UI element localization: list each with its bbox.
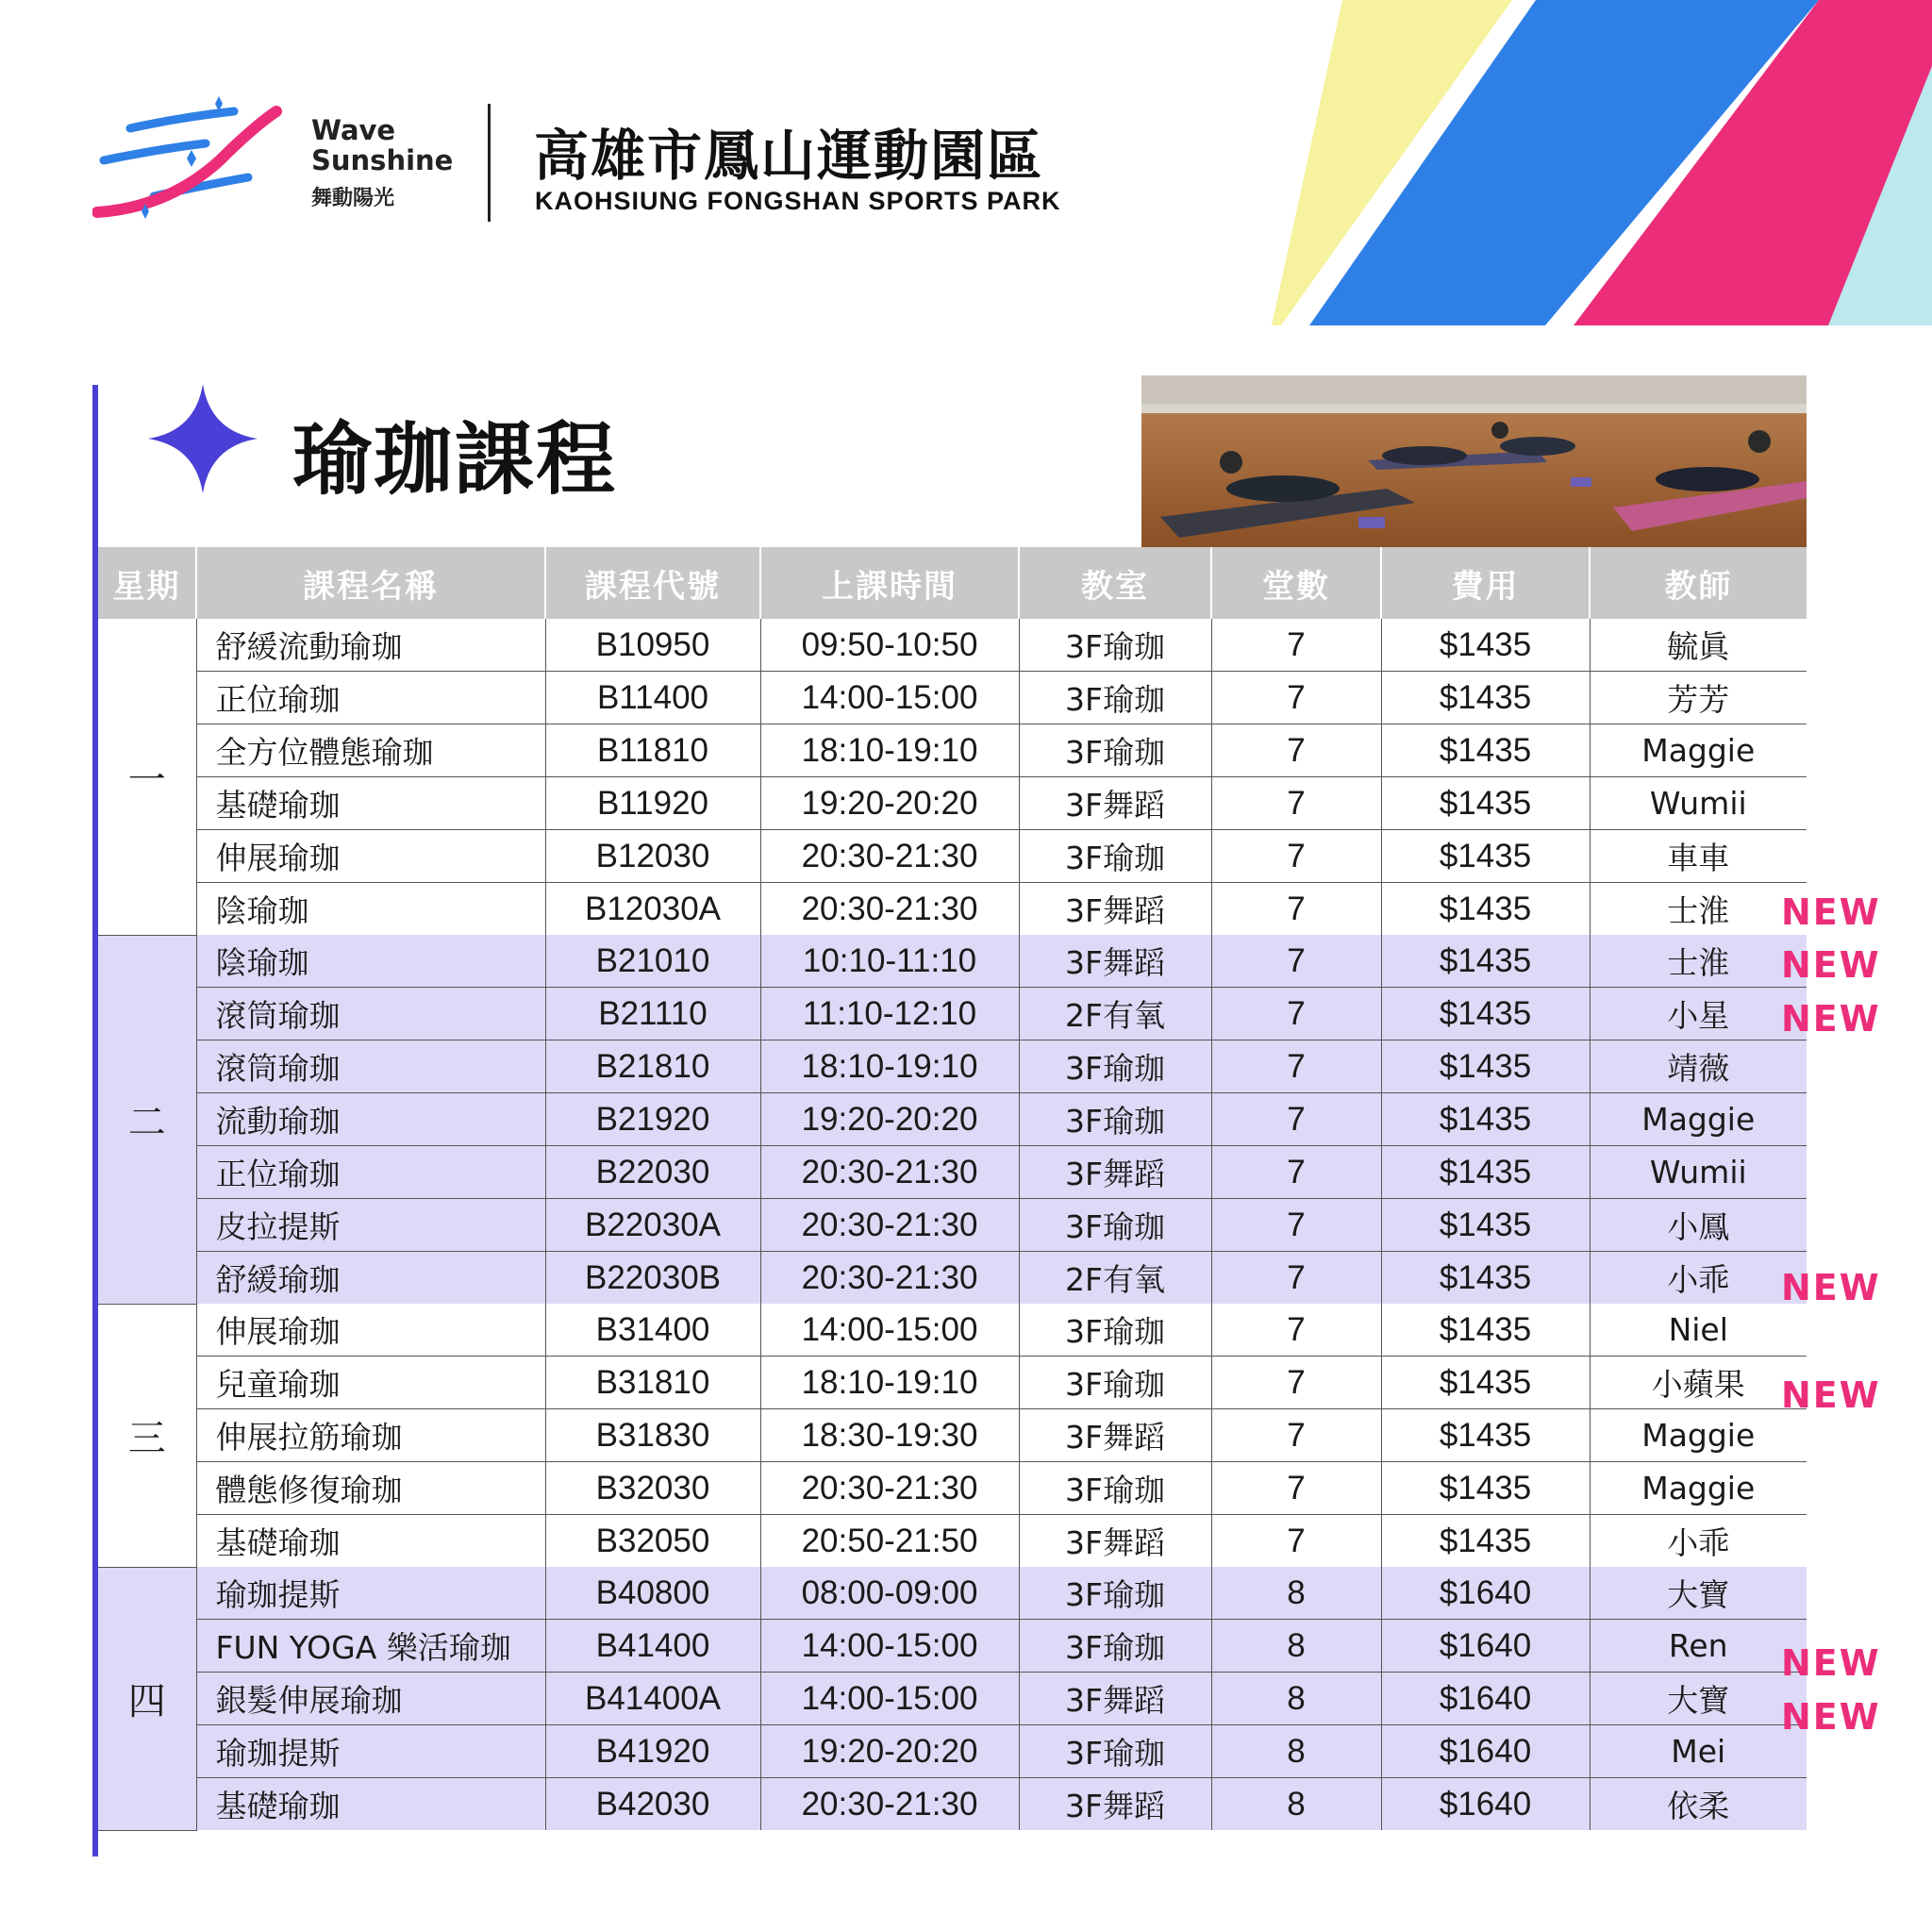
- room-cell: 3F瑜珈: [1019, 672, 1211, 724]
- table-row: [98, 724, 1807, 777]
- teacher-cell: 毓眞: [1590, 619, 1807, 672]
- class-time-cell: 19:20-20:20: [760, 1725, 1019, 1778]
- day-cell: 四: [98, 1567, 196, 1830]
- fee-cell: $1640: [1381, 1725, 1590, 1778]
- course-name-cell: 瑜珈提斯: [196, 1725, 545, 1778]
- class-time-cell: 09:50-10:50: [760, 619, 1019, 672]
- sessions-cell: 7: [1211, 1304, 1381, 1357]
- class-time-cell: 08:00-09:00: [760, 1567, 1019, 1620]
- room-cell: 3F瑜珈: [1019, 1304, 1211, 1357]
- room-cell: 3F舞蹈: [1019, 1673, 1211, 1725]
- room-cell: 3F瑜珈: [1019, 1093, 1211, 1146]
- fee-cell: $1435: [1381, 1462, 1590, 1515]
- course-name-cell: 正位瑜珈: [196, 672, 545, 724]
- fee-cell: $1435: [1381, 883, 1590, 936]
- fee-cell: $1435: [1381, 935, 1590, 988]
- sessions-cell: 7: [1211, 1409, 1381, 1462]
- course-name-cell: 伸展拉筋瑜珈: [196, 1409, 545, 1462]
- course-code-cell: B41400: [545, 1620, 760, 1673]
- teacher-cell: Maggie: [1590, 724, 1807, 777]
- header-course-code: 課程代號: [545, 547, 760, 619]
- table-row: [98, 883, 1807, 936]
- table-row: [98, 830, 1807, 883]
- room-cell: 3F瑜珈: [1019, 830, 1211, 883]
- teacher-cell: Maggie: [1590, 1093, 1807, 1146]
- teacher-cell: 小鳳: [1590, 1199, 1807, 1252]
- fee-cell: $1435: [1381, 1252, 1590, 1305]
- table-row: [98, 1357, 1807, 1409]
- table-row: [98, 1725, 1807, 1778]
- room-cell: 3F舞蹈: [1019, 1778, 1211, 1831]
- teacher-cell: Niel: [1590, 1304, 1807, 1357]
- sessions-cell: 8: [1211, 1620, 1381, 1673]
- room-cell: 3F舞蹈: [1019, 1146, 1211, 1199]
- header-day: 星期: [98, 547, 196, 619]
- fee-cell: $1435: [1381, 1199, 1590, 1252]
- table-row: [98, 619, 1807, 672]
- course-code-cell: B22030A: [545, 1199, 760, 1252]
- new-badge: NEW: [1781, 944, 1881, 987]
- teacher-cell: 小星: [1590, 988, 1807, 1040]
- brand-zh: 舞動陽光: [311, 186, 395, 210]
- room-cell: 3F舞蹈: [1019, 1409, 1211, 1462]
- course-name-cell: 陰瑜珈: [196, 935, 545, 988]
- course-code-cell: B21810: [545, 1040, 760, 1093]
- course-name-cell: 伸展瑜珈: [196, 1304, 545, 1357]
- course-code-cell: B21010: [545, 935, 760, 988]
- table-row: [98, 1146, 1807, 1199]
- course-code-cell: B31830: [545, 1409, 760, 1462]
- room-cell: 2F有氧: [1019, 1252, 1211, 1305]
- course-code-cell: B41400A: [545, 1673, 760, 1725]
- schedule-table: [98, 547, 1807, 1831]
- course-code-cell: B32050: [545, 1515, 760, 1568]
- room-cell: 3F瑜珈: [1019, 1199, 1211, 1252]
- sessions-cell: 8: [1211, 1567, 1381, 1620]
- class-time-cell: 20:30-21:30: [760, 1778, 1019, 1831]
- sessions-cell: 7: [1211, 883, 1381, 936]
- teacher-cell: 士淮: [1590, 935, 1807, 988]
- class-time-cell: 20:30-21:30: [760, 1462, 1019, 1515]
- fee-cell: $1435: [1381, 619, 1590, 672]
- teacher-cell: 小乖: [1590, 1252, 1807, 1305]
- fee-cell: $1435: [1381, 777, 1590, 830]
- course-code-cell: B21920: [545, 1093, 760, 1146]
- class-time-cell: 14:00-15:00: [760, 1304, 1019, 1357]
- class-time-cell: 20:50-21:50: [760, 1515, 1019, 1568]
- fee-cell: $1435: [1381, 1515, 1590, 1568]
- course-code-cell: B22030B: [545, 1252, 760, 1305]
- table-row: [98, 1515, 1807, 1568]
- class-time-cell: 18:30-19:30: [760, 1409, 1019, 1462]
- room-cell: 3F瑜珈: [1019, 1725, 1211, 1778]
- course-name-cell: 滾筒瑜珈: [196, 1040, 545, 1093]
- class-time-cell: 20:30-21:30: [760, 1199, 1019, 1252]
- room-cell: 3F瑜珈: [1019, 619, 1211, 672]
- teacher-cell: 士淮: [1590, 883, 1807, 936]
- room-cell: 2F有氧: [1019, 988, 1211, 1040]
- course-name-cell: 舒緩瑜珈: [196, 1252, 545, 1305]
- course-name-cell: 流動瑜珈: [196, 1093, 545, 1146]
- class-time-cell: 14:00-15:00: [760, 1620, 1019, 1673]
- park-name-zh: 高雄市鳳山運動園區: [534, 124, 1044, 188]
- fee-cell: $1640: [1381, 1778, 1590, 1831]
- course-code-cell: B42030: [545, 1778, 760, 1831]
- course-code-cell: B21110: [545, 988, 760, 1040]
- course-code-cell: B12030A: [545, 883, 760, 936]
- fee-cell: $1640: [1381, 1567, 1590, 1620]
- table-row: [98, 988, 1807, 1040]
- room-cell: 3F舞蹈: [1019, 1515, 1211, 1568]
- fee-cell: $1435: [1381, 724, 1590, 777]
- teacher-cell: Maggie: [1590, 1462, 1807, 1515]
- room-cell: 3F舞蹈: [1019, 777, 1211, 830]
- course-code-cell: B12030: [545, 830, 760, 883]
- day-cell: 一: [98, 619, 196, 935]
- course-name-cell: 陰瑜珈: [196, 883, 545, 936]
- course-name-cell: 體態修復瑜珈: [196, 1462, 545, 1515]
- course-name-cell: 舒緩流動瑜珈: [196, 619, 545, 672]
- course-name-cell: 瑜珈提斯: [196, 1567, 545, 1620]
- header-fee: 費用: [1381, 547, 1590, 619]
- table-row: [98, 1462, 1807, 1515]
- sessions-cell: 7: [1211, 830, 1381, 883]
- course-code-cell: B40800: [545, 1567, 760, 1620]
- course-name-cell: 銀髮伸展瑜珈: [196, 1673, 545, 1725]
- course-code-cell: B31810: [545, 1357, 760, 1409]
- teacher-cell: Wumii: [1590, 1146, 1807, 1199]
- yoga-class-photo: [1141, 375, 1807, 547]
- room-cell: 3F瑜珈: [1019, 1462, 1211, 1515]
- new-badge: NEW: [1781, 1642, 1881, 1685]
- wave-sunshine-logo: [92, 94, 286, 226]
- table-row: [98, 1252, 1807, 1305]
- brand-name: [311, 116, 453, 210]
- course-name-cell: 基礎瑜珈: [196, 1515, 545, 1568]
- sessions-cell: 7: [1211, 1146, 1381, 1199]
- class-time-cell: 19:20-20:20: [760, 777, 1019, 830]
- course-code-cell: B22030: [545, 1146, 760, 1199]
- course-name-cell: 正位瑜珈: [196, 1146, 545, 1199]
- header-divider: [488, 104, 491, 222]
- course-code-cell: B11400: [545, 672, 760, 724]
- course-name-cell: 皮拉提斯: [196, 1199, 545, 1252]
- brand-line2: Sunshine: [311, 143, 454, 176]
- table-row: [98, 1304, 1807, 1357]
- room-cell: 3F舞蹈: [1019, 883, 1211, 936]
- teacher-cell: Wumii: [1590, 777, 1807, 830]
- sessions-cell: 7: [1211, 1252, 1381, 1305]
- sessions-cell: 7: [1211, 1462, 1381, 1515]
- room-cell: 3F瑜珈: [1019, 1620, 1211, 1673]
- course-name-cell: 基礎瑜珈: [196, 1778, 545, 1831]
- course-name-cell: 基礎瑜珈: [196, 777, 545, 830]
- sessions-cell: 7: [1211, 1357, 1381, 1409]
- table-header-row: [98, 547, 1807, 619]
- diamond-icon: [146, 382, 259, 495]
- room-cell: 3F瑜珈: [1019, 1567, 1211, 1620]
- table-row: [98, 1409, 1807, 1462]
- class-time-cell: 14:00-15:00: [760, 1673, 1019, 1725]
- teacher-cell: Mei: [1590, 1725, 1807, 1778]
- table-row: [98, 672, 1807, 724]
- room-cell: 3F舞蹈: [1019, 935, 1211, 988]
- class-time-cell: 18:10-19:10: [760, 724, 1019, 777]
- room-cell: 3F瑜珈: [1019, 724, 1211, 777]
- fee-cell: $1435: [1381, 1409, 1590, 1462]
- header-class-time: 上課時間: [760, 547, 1019, 619]
- sessions-cell: 7: [1211, 1040, 1381, 1093]
- section-title: 瑜珈課程: [292, 413, 618, 506]
- sessions-cell: 7: [1211, 988, 1381, 1040]
- sessions-cell: 7: [1211, 672, 1381, 724]
- table-row: [98, 1040, 1807, 1093]
- sessions-cell: 7: [1211, 1093, 1381, 1146]
- course-code-cell: B10950: [545, 619, 760, 672]
- course-name-cell: 滾筒瑜珈: [196, 988, 545, 1040]
- fee-cell: $1640: [1381, 1620, 1590, 1673]
- sessions-cell: 7: [1211, 724, 1381, 777]
- sessions-cell: 8: [1211, 1673, 1381, 1725]
- course-code-cell: B11920: [545, 777, 760, 830]
- header-sessions: 堂數: [1211, 547, 1381, 619]
- class-time-cell: 18:10-19:10: [760, 1357, 1019, 1409]
- course-name-cell: 全方位體態瑜珈: [196, 724, 545, 777]
- class-time-cell: 11:10-12:10: [760, 988, 1019, 1040]
- course-code-cell: B11810: [545, 724, 760, 777]
- teacher-cell: 小蘋果: [1590, 1357, 1807, 1409]
- room-cell: 3F瑜珈: [1019, 1357, 1211, 1409]
- brand-line1: Wave: [311, 114, 396, 146]
- new-badge: NEW: [1781, 1696, 1881, 1738]
- class-time-cell: 20:30-21:30: [760, 830, 1019, 883]
- fee-cell: $1435: [1381, 830, 1590, 883]
- table-row: [98, 1199, 1807, 1252]
- sessions-cell: 7: [1211, 1515, 1381, 1568]
- class-time-cell: 14:00-15:00: [760, 672, 1019, 724]
- fee-cell: $1435: [1381, 1040, 1590, 1093]
- fee-cell: $1435: [1381, 1093, 1590, 1146]
- sessions-cell: 8: [1211, 1778, 1381, 1831]
- teacher-cell: Maggie: [1590, 1409, 1807, 1462]
- class-time-cell: 20:30-21:30: [760, 1252, 1019, 1305]
- sessions-cell: 8: [1211, 1725, 1381, 1778]
- table-row: [98, 1673, 1807, 1725]
- fee-cell: $1435: [1381, 1357, 1590, 1409]
- teacher-cell: Ren: [1590, 1620, 1807, 1673]
- table-row: [98, 1567, 1807, 1620]
- new-badge: NEW: [1781, 1266, 1881, 1308]
- class-time-cell: 20:30-21:30: [760, 1146, 1019, 1199]
- corner-decoration: [1215, 0, 1932, 325]
- fee-cell: $1435: [1381, 1146, 1590, 1199]
- day-cell: 二: [98, 935, 196, 1304]
- fee-cell: $1640: [1381, 1673, 1590, 1725]
- teacher-cell: 小乖: [1590, 1515, 1807, 1568]
- table-row: [98, 1778, 1807, 1831]
- sessions-cell: 7: [1211, 619, 1381, 672]
- schedule-body: [98, 619, 1807, 1830]
- class-time-cell: 20:30-21:30: [760, 883, 1019, 936]
- course-code-cell: B41920: [545, 1725, 760, 1778]
- new-badge: NEW: [1781, 891, 1881, 933]
- park-name-en: KAOHSIUNG FONGSHAN SPORTS PARK: [535, 187, 1061, 215]
- sessions-cell: 7: [1211, 935, 1381, 988]
- teacher-cell: 車車: [1590, 830, 1807, 883]
- table-row: [98, 1620, 1807, 1673]
- header-teacher: 教師: [1590, 547, 1807, 619]
- course-name-cell: 伸展瑜珈: [196, 830, 545, 883]
- fee-cell: $1435: [1381, 672, 1590, 724]
- fee-cell: $1435: [1381, 988, 1590, 1040]
- course-name-cell: FUN YOGA 樂活瑜珈: [196, 1620, 545, 1673]
- class-time-cell: 18:10-19:10: [760, 1040, 1019, 1093]
- sessions-cell: 7: [1211, 1199, 1381, 1252]
- table-row: [98, 1093, 1807, 1146]
- class-time-cell: 19:20-20:20: [760, 1093, 1019, 1146]
- teacher-cell: 大寶: [1590, 1567, 1807, 1620]
- sessions-cell: 7: [1211, 777, 1381, 830]
- teacher-cell: 靖薇: [1590, 1040, 1807, 1093]
- header-course-name: 課程名稱: [196, 547, 545, 619]
- table-row: [98, 935, 1807, 988]
- teacher-cell: 芳芳: [1590, 672, 1807, 724]
- course-name-cell: 兒童瑜珈: [196, 1357, 545, 1409]
- room-cell: 3F瑜珈: [1019, 1040, 1211, 1093]
- teacher-cell: 大寶: [1590, 1673, 1807, 1725]
- day-cell: 三: [98, 1304, 196, 1567]
- new-badge: NEW: [1781, 1373, 1881, 1416]
- new-badge: NEW: [1781, 998, 1881, 1040]
- table-row: [98, 777, 1807, 830]
- fee-cell: $1435: [1381, 1304, 1590, 1357]
- header-room: 教室: [1019, 547, 1211, 619]
- course-code-cell: B32030: [545, 1462, 760, 1515]
- course-code-cell: B31400: [545, 1304, 760, 1357]
- class-time-cell: 10:10-11:10: [760, 935, 1019, 988]
- teacher-cell: 依柔: [1590, 1778, 1807, 1831]
